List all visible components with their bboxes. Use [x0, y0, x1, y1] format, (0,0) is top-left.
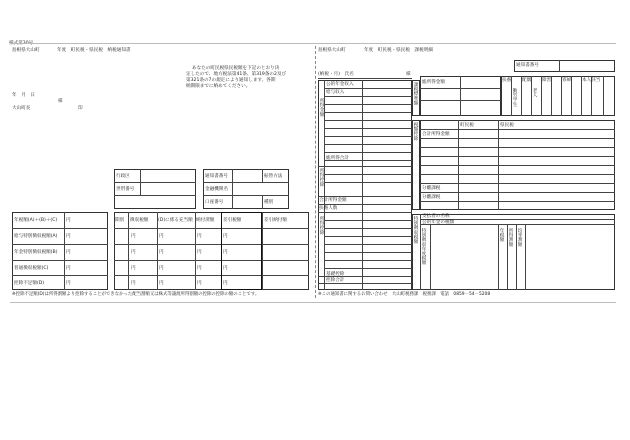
- seal: 印: [78, 106, 83, 111]
- hdr-elderly: 老人: [532, 88, 537, 98]
- vt-per-capita: 均等割額: [517, 228, 522, 247]
- date-label: 年 月 日: [12, 93, 35, 98]
- th-net: 差引納付額: [264, 218, 287, 223]
- cell-yen: 円: [197, 266, 202, 271]
- fold-line: [315, 46, 316, 298]
- label-separated-1: 分離課税: [422, 186, 441, 191]
- col-pref-tax: 県民税: [500, 123, 514, 128]
- label-household-no: 世帯番号: [116, 187, 135, 192]
- th-paid: 納付済額: [196, 218, 215, 223]
- label-bank: 金融機関名: [205, 187, 228, 192]
- cell-yen: 円: [223, 266, 228, 271]
- vt-income-tax: 所得割額: [508, 228, 513, 247]
- th-collected: 徴収税額: [130, 218, 149, 223]
- cell-yen: 円: [131, 250, 136, 255]
- vt-annual-tax: 年税額: [499, 228, 504, 242]
- col-town-tax: 町民税: [460, 123, 474, 128]
- yen-4: 円: [66, 266, 71, 271]
- notice-line-2: 定したので、地方税法第41条、第319条の2及び: [186, 72, 287, 77]
- label-deduction-total: 控除合計: [326, 278, 345, 283]
- left-header: 年度 町民税・県民税 納税通知書: [57, 48, 131, 53]
- notice-line-1: あなたの町民税県民税額を下記のとおり決: [192, 66, 280, 71]
- hdr-student: 勤労学生: [512, 88, 517, 107]
- label-transfer: 振替方法: [264, 174, 283, 179]
- yen-1: 円: [66, 218, 71, 223]
- cell-yen: 円: [131, 234, 136, 239]
- left-honorific: 様: [58, 99, 63, 104]
- cell-yen: 円: [131, 266, 136, 271]
- row-annual-tax: 年税額(A)＋(B)＋(C): [14, 218, 58, 223]
- label-total-income: 総所得合計: [326, 156, 349, 161]
- label-combined-income-2: 合計所得金額: [422, 132, 450, 137]
- label-deduction: 所得控除: [319, 168, 324, 187]
- label-total-income-amount: 総所得金額: [422, 80, 445, 85]
- hdr-disability: 障害: [542, 78, 552, 83]
- notice-line-3: 第321条の7の規定により通知します。各期: [186, 78, 276, 83]
- cell-yen: 円: [223, 234, 228, 239]
- name-label: (納税・月) 氏名: [318, 72, 354, 77]
- row-deficit: 控除不足額(D): [14, 281, 45, 286]
- hdr-dependents: 扶養: [502, 78, 512, 83]
- cell-yen: 円: [159, 234, 164, 239]
- cell-yen: 円: [197, 250, 202, 255]
- label-notice-no: 通知書番号: [205, 174, 228, 179]
- label-basic-deduction: 基礎控除: [326, 272, 345, 277]
- row-salary-tax: 給与特別徴収税額(A): [14, 234, 58, 239]
- label-pension-income: 公的年金収入: [326, 82, 354, 87]
- cell-yen: 円: [223, 250, 228, 255]
- vt-tax-credit: 税額控除: [413, 122, 418, 141]
- cell-yen: 円: [197, 281, 202, 286]
- vt-annual-special: 特別徴収年度税額: [421, 228, 426, 265]
- cell-yen: 円: [159, 250, 164, 255]
- label-income-amount: 所得金額: [319, 98, 324, 117]
- label-pension-kind: 公的年金の種類: [422, 220, 455, 225]
- yen-5: 円: [66, 281, 71, 286]
- cell-yen: 円: [131, 281, 136, 286]
- row-pension-tax: 年金特別徴収税額(B): [14, 250, 58, 255]
- yen-3: 円: [66, 250, 71, 255]
- installment-table: [114, 212, 309, 290]
- label-district: 行政区: [116, 174, 130, 179]
- vt-tax-base: 課税標準額: [413, 82, 418, 105]
- hdr-self: 本人該当: [582, 78, 601, 83]
- th-period: 期別: [115, 218, 125, 223]
- cell-yen: 円: [159, 281, 164, 286]
- notice-line-4: 納期限までに納めてください。: [186, 84, 251, 89]
- label-dependents: 扶養人数: [319, 206, 338, 211]
- cell-yen: 円: [197, 234, 202, 239]
- cell-yen: 円: [159, 266, 164, 271]
- yen-2: 円: [66, 234, 71, 239]
- vt-special-collection: 特別徴収税額: [413, 216, 418, 244]
- right-municipality: 島根県大山町: [318, 48, 346, 53]
- left-municipality: 島根県大山町: [12, 48, 40, 53]
- form-id: 様式第30号: [9, 41, 34, 46]
- th-balance: 差引税額: [223, 218, 242, 223]
- left-footer: ※控除不足額(D)は所得割額より控除することができなかった配当割額又は株式等譲渡所得割額の控除の控除の額のことです。: [12, 292, 260, 297]
- label-account: 口座番号: [205, 200, 224, 205]
- label-separated-2: 分離課税: [422, 195, 441, 200]
- label-income-deduction: 所得控除: [319, 216, 324, 235]
- issuer: 大山町長: [12, 106, 31, 111]
- label-kind: 種別: [264, 200, 274, 205]
- cell-yen: 円: [223, 281, 228, 286]
- label-combined-income: 合計所得金額: [319, 198, 347, 203]
- th-applied: (D)に係る充当額: [158, 218, 193, 223]
- label-salary-income: 給与収入: [326, 90, 345, 95]
- hdr-widow: 寡婦: [562, 78, 572, 83]
- row-ordinary-tax: 普通徴収税額(C): [14, 266, 49, 271]
- hdr-spouse: 配偶: [522, 78, 532, 83]
- contact-info: ※この通知書に関するお問い合わせ 大山町税務課 税務課 電話 0859－54－5208: [318, 292, 491, 297]
- right-honorific: 様: [406, 72, 411, 77]
- label-payer-name: 支払者の名称: [422, 214, 450, 219]
- notice-no-label: 通知書番号: [516, 63, 539, 68]
- right-header: 年度 町民税・県民税 課税明細: [364, 48, 433, 53]
